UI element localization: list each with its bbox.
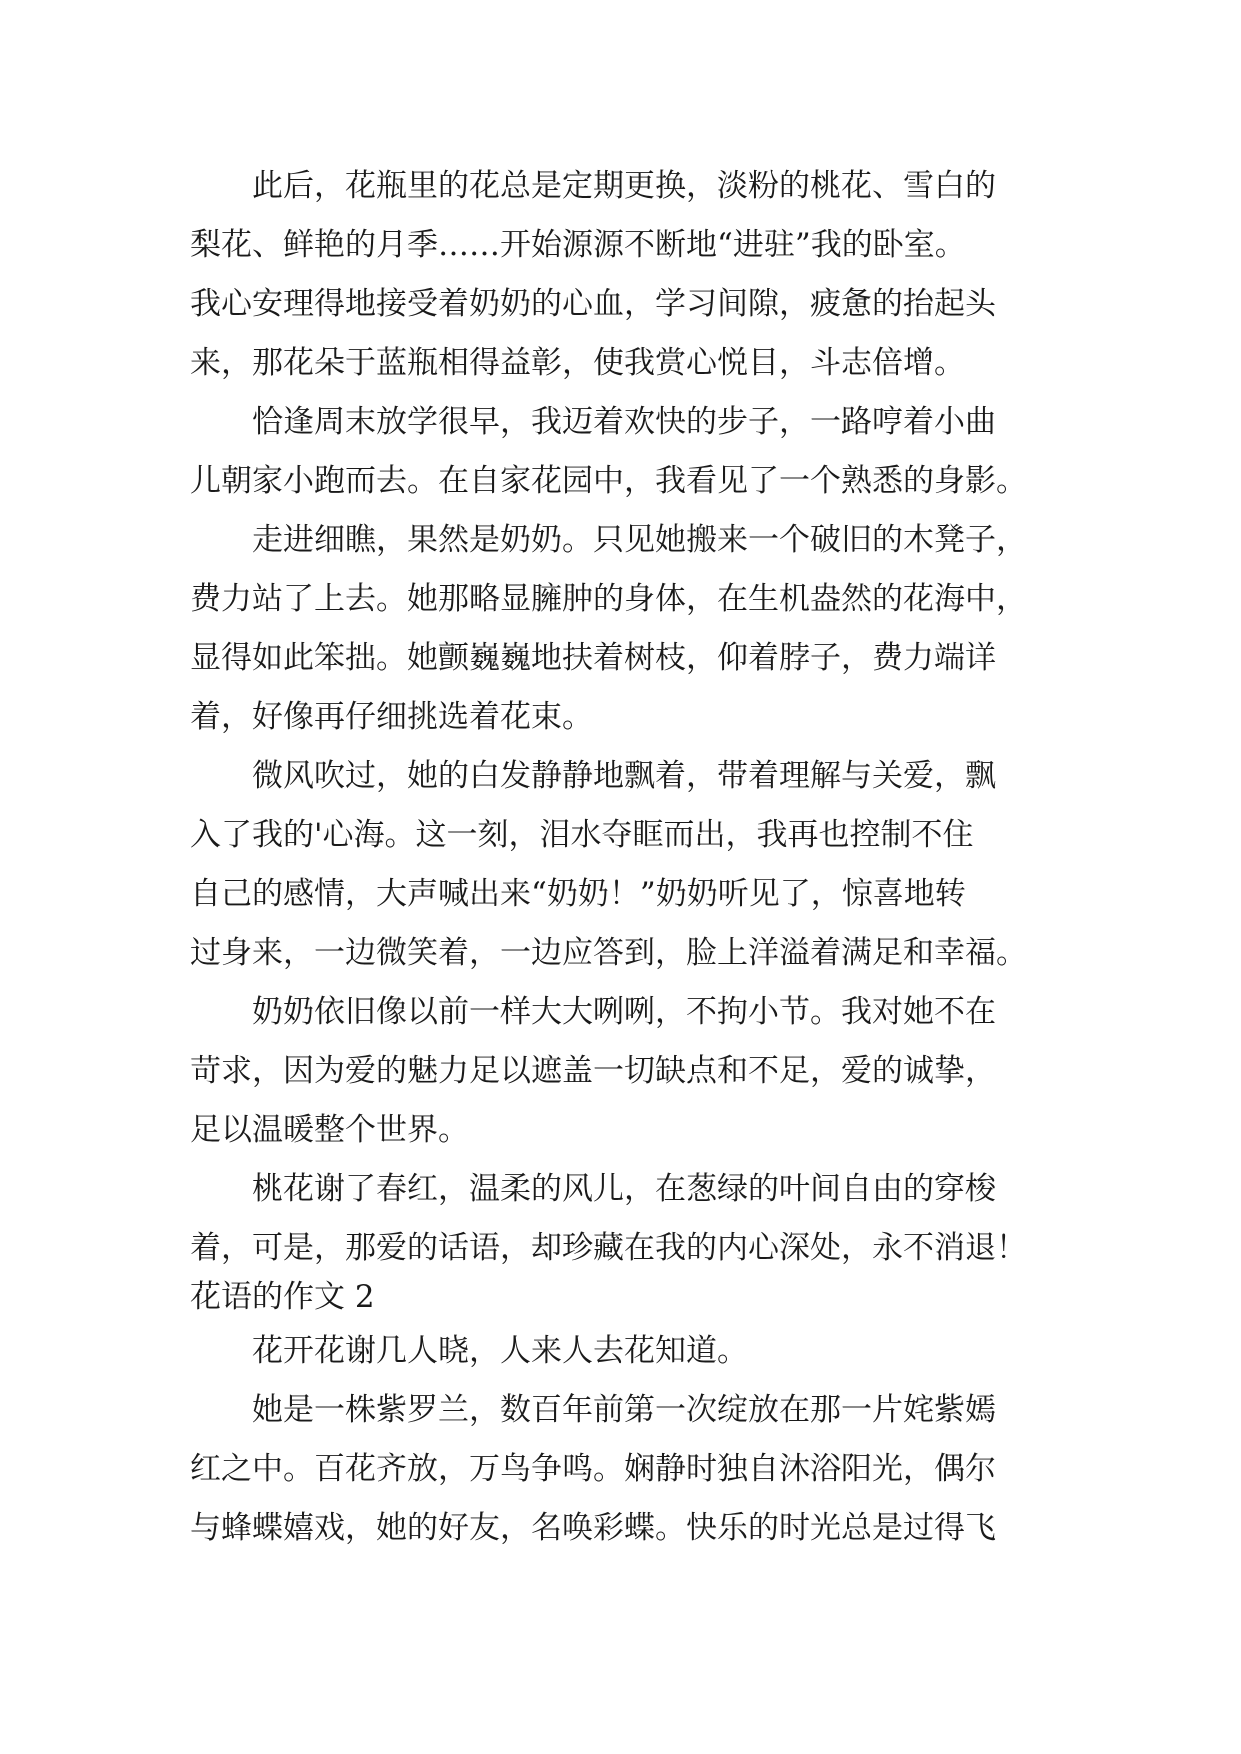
text-line: 红之中。百花齐放，万鸟争鸣。娴静时独自沐浴阳光，偶尔 <box>190 1451 996 1487</box>
text-line: 桃花谢了春红，温柔的风儿，在葱绿的叶间自由的穿梭 <box>190 1171 996 1207</box>
text-line: 来，那花朵于蓝瓶相得益彰，使我赏心悦目，斗志倍增。 <box>190 345 965 381</box>
text-line: 儿朝家小跑而去。在自家花园中，我看见了一个熟悉的身影。 <box>190 463 1027 499</box>
text-line: 梨花、鲜艳的月季……开始源源不断地“进驻”我的卧室。 <box>190 227 966 263</box>
text-line: 恰逢周末放学很早，我迈着欢快的步子，一路哼着小曲 <box>190 404 996 440</box>
text-line: 奶奶依旧像以前一样大大咧咧，不拘小节。我对她不在 <box>190 994 996 1030</box>
text-line: 微风吹过，她的白发静静地飘着，带着理解与关爱，飘 <box>190 758 996 794</box>
text-line: 与蜂蝶嬉戏，她的好友，名唤彩蝶。快乐的时光总是过得飞 <box>190 1510 996 1546</box>
section-heading: 花语的作文 2 <box>190 1279 375 1315</box>
text-line: 过身来，一边微笑着，一边应答到，脸上洋溢着满足和幸福。 <box>190 935 1027 971</box>
text-line: 着，可是，那爱的话语，却珍藏在我的内心深处，永不消退！ <box>190 1230 1027 1266</box>
text-line: 我心安理得地接受着奶奶的心血，学习间隙，疲惫的抬起头 <box>190 286 996 322</box>
text-line: 足以温暖整个世界。 <box>190 1112 469 1148</box>
text-line: 入了我的'心海。这一刻，泪水夺眶而出，我再也控制不住 <box>190 817 974 853</box>
text-line: 着，好像再仔细挑选着花束。 <box>190 699 593 735</box>
text-line: 费力站了上去。她那略显臃肿的身体，在生机盎然的花海中， <box>190 581 1027 617</box>
text-line: 她是一株紫罗兰，数百年前第一次绽放在那一片姹紫嫣 <box>190 1392 996 1428</box>
text-line: 苛求，因为爱的魅力足以遮盖一切缺点和不足，爱的诚挚， <box>190 1053 996 1089</box>
text-line: 显得如此笨拙。她颤巍巍地扶着树枝，仰着脖子，费力端详 <box>190 640 996 676</box>
text-line: 走进细瞧，果然是奶奶。只见她搬来一个破旧的木凳子， <box>190 522 1027 558</box>
text-line: 自己的感情，大声喊出来“奶奶！”奶奶听见了，惊喜地转 <box>190 876 966 912</box>
text-line: 花开花谢几人晓，人来人去花知道。 <box>190 1333 748 1369</box>
text-line: 此后，花瓶里的花总是定期更换，淡粉的桃花、雪白的 <box>190 168 996 204</box>
